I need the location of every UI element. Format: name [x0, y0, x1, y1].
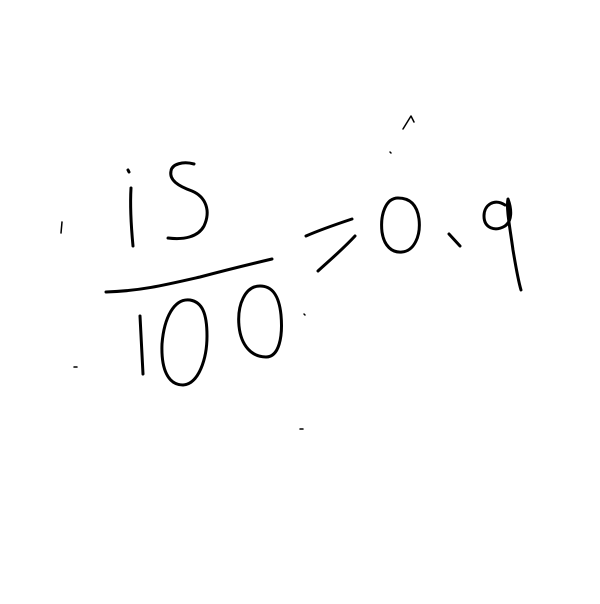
equals-sign-top — [306, 219, 352, 236]
numerator-digit-5 — [168, 163, 207, 239]
stray-mark-left — [61, 222, 62, 233]
denominator-digit-0-first — [162, 300, 207, 385]
denominator-digit-0-second — [239, 286, 282, 357]
result-decimal-point — [449, 234, 460, 246]
stray-mark-mid — [304, 314, 305, 315]
denominator-digit-1 — [140, 316, 143, 374]
numerator-digit-1 — [131, 188, 133, 246]
result-digit-0 — [382, 198, 420, 252]
equals-sign-bottom — [318, 236, 355, 271]
result-digit-9 — [484, 199, 521, 290]
numerator-digit-1-dot — [128, 170, 129, 172]
stray-mark-top — [403, 116, 414, 129]
stray-mark-small — [390, 152, 391, 153]
fraction-bar — [106, 259, 272, 292]
